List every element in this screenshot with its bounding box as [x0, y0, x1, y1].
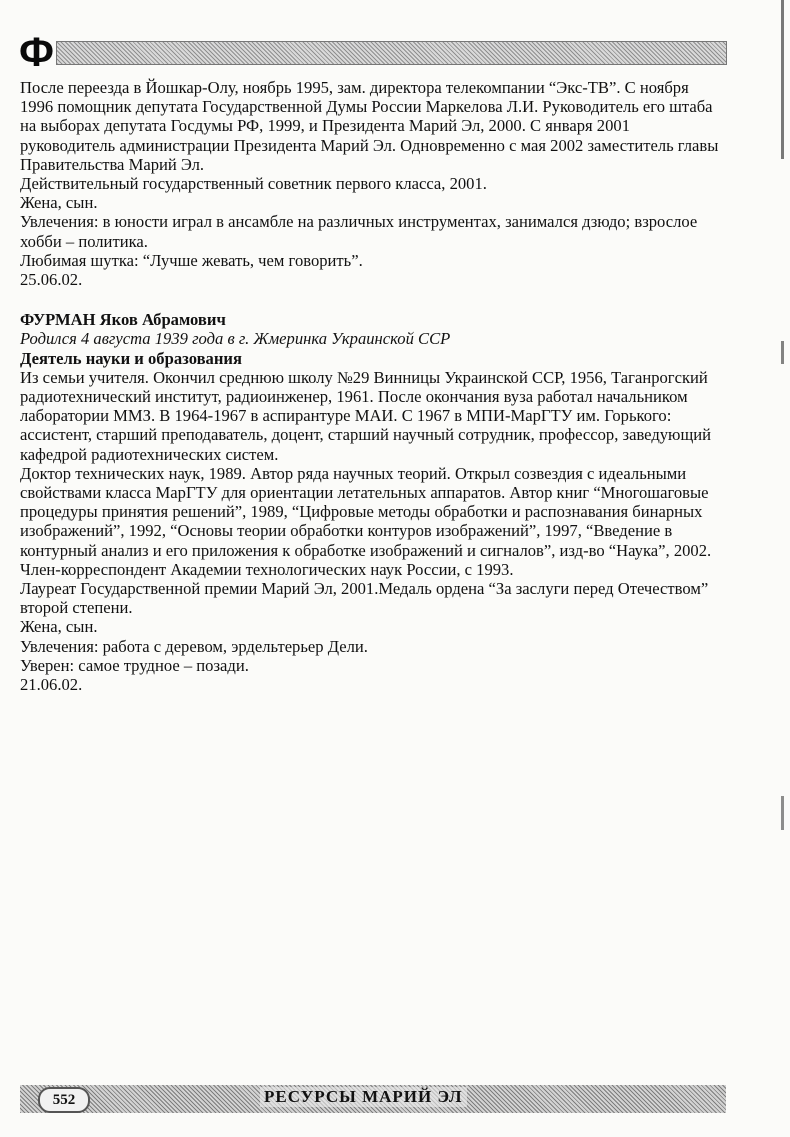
bio1-paragraph: Увлечения: в юности играл в ансамбле на различных инструментах, занимался дзюдо; взрослое хобби – политика. — [20, 212, 698, 251]
page-content — [20, 78, 725, 694]
bio-entry-1 — [20, 78, 725, 289]
scan-edge — [781, 0, 784, 1137]
bio1-paragraph: Действительный государственный советник первого класса, 2001. — [20, 174, 487, 194]
header-hatched-bar — [56, 41, 727, 65]
bio2-paragraph: Увлечения: работа с деревом, эрдельтерьер Дели. — [20, 636, 368, 656]
person-name: ФУРМАН Яков Абрамович — [20, 310, 226, 330]
bio2-paragraph: Лауреат Государственной премии Марий Эл, 2001.Медаль ордена “За заслуги перед Отечеством” второй степени. — [20, 579, 709, 618]
page-footer — [20, 1085, 726, 1113]
bio2-paragraph: Уверен: самое трудное – позади. — [20, 655, 249, 675]
bio2-paragraph: Жена, сын. — [20, 617, 98, 637]
bio1-paragraph: После переезда в Йошкар-Олу, ноябрь 1995, зам. директора телекомпании “Экс-ТВ”. С ноября 1996 помощник депутата Государственной Думы России Маркелова Л.И. Руководитель его штаба на выборах депутата Госдумы РФ, 1999, и Президента Марий Эл, 2000. С января 2001 руководитель администрации Президента Марий Эл. Одновременно с мая 2002 заместитель главы Правительства Марий Эл. — [20, 78, 719, 174]
section-header — [19, 29, 727, 75]
birth-info: Родился 4 августа 1939 года в г. Жмеринка Украинской ССР — [20, 329, 451, 349]
bio2-date: 21.06.02. — [20, 675, 83, 695]
bio1-paragraph: Любимая шутка: “Лучше жевать, чем говорить”. — [20, 250, 363, 270]
entry-gap — [20, 289, 725, 310]
bio2-paragraph: Доктор технических наук, 1989. Автор ряда научных теорий. Открыл созвездия с идеальными свойствами класса МарГТУ для ориентации летательных аппаратов. Автор книг “Многошаговые процедуры принятия решений”, 1989, “Цифровые методы обработки и распознавания бинарных изображений”, 1992, “Основы теории обработки контуров изображений”, 1997, “Введение в контурный анализ и его приложения к обработке изображений и сигналов”, изд-во “Наука”, 2002. Член-корреспондент Академии технологических наук России, с 1993. — [20, 463, 712, 579]
journal-title: РЕСУРСЫ МАРИЙ ЭЛ — [260, 1087, 467, 1107]
section-letter: Ф — [19, 29, 54, 75]
person-title: Деятель науки и образования — [20, 348, 242, 368]
bio1-date: 25.06.02. — [20, 270, 83, 290]
bio-entry-2 — [20, 310, 725, 694]
bio2-paragraph: Из семьи учителя. Окончил среднюю школу №29 Винницы Украинской ССР, 1956, Таганрогский радиотехнический институт, радиоинженер, 1961. После окончания вуза работал начальником лаборатории ММЗ. В 1964-1967 в аспирантуре МАИ. С 1967 в МПИ-МарГТУ им. Горького: ассистент, старший преподаватель, доцент, старший научный сотрудник, профессор, заведующий кафедрой радиотехнических систем. — [20, 367, 711, 464]
bio1-paragraph: Жена, сын. — [20, 193, 98, 213]
page-number: 552 — [38, 1087, 90, 1113]
